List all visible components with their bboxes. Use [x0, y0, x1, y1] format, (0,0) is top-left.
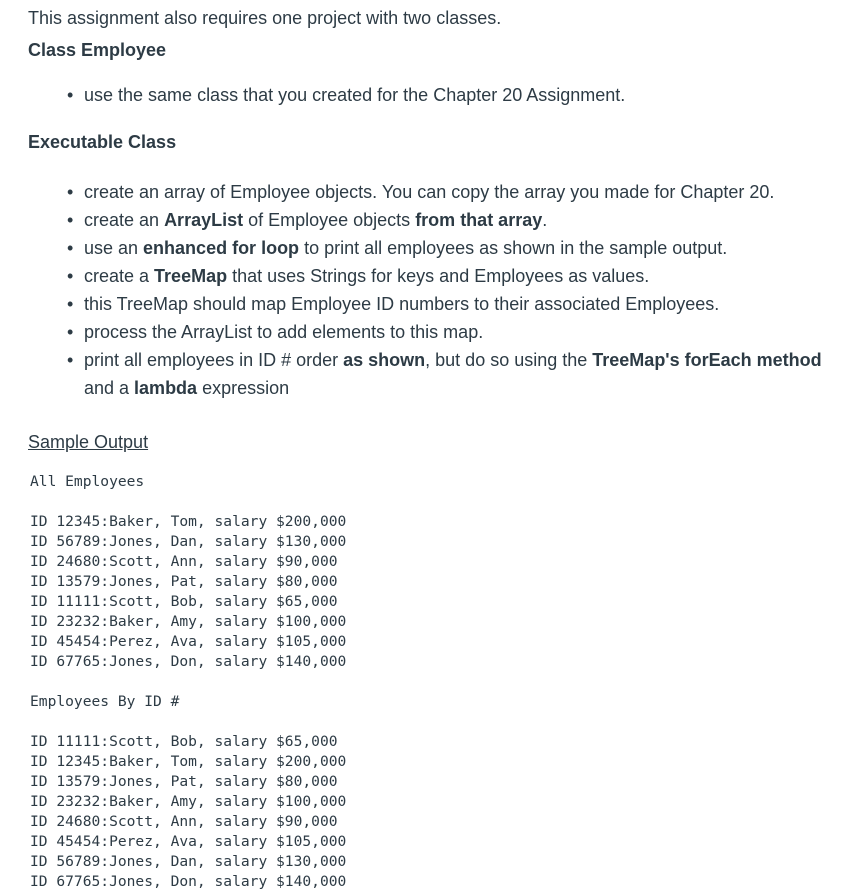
list-item	[67, 290, 856, 318]
bold-text: TreeMap's forEach method	[592, 350, 822, 370]
output-line: ID 45454:Perez, Ava, salary $105,000	[30, 833, 347, 850]
class-employee-heading: Class Employee	[28, 40, 167, 60]
bullet-icon: •	[67, 266, 74, 286]
output-line: ID 24680:Scott, Ann, salary $90,000	[30, 813, 338, 830]
output-line: ID 24680:Scott, Ann, salary $90,000	[30, 553, 338, 570]
all-employees-output	[30, 512, 856, 672]
list-item	[67, 262, 856, 290]
bold-text: ArrayList	[164, 210, 244, 230]
output-line: ID 23232:Baker, Amy, salary $100,000	[30, 613, 347, 630]
text: expression	[197, 378, 290, 398]
bullet-icon: •	[67, 322, 74, 342]
list-item	[67, 346, 856, 402]
text: .	[542, 210, 548, 230]
bold-text: enhanced for loop	[143, 238, 300, 258]
text: use an	[84, 238, 144, 258]
bullet-icon: •	[67, 350, 74, 370]
text: of Employee objects	[243, 210, 416, 230]
output-line: ID 23232:Baker, Amy, salary $100,000	[30, 793, 347, 810]
bullet-icon: •	[67, 210, 74, 230]
bold-text: TreeMap	[154, 266, 228, 286]
text: that uses Strings for keys and Employees as values.	[227, 266, 650, 286]
output-line: ID 12345:Baker, Tom, salary $200,000	[30, 513, 347, 530]
text: create an array of Employee objects. You can copy the array you made for Chapter 20.	[84, 182, 775, 202]
executable-class-heading: Executable Class	[28, 132, 177, 152]
intro-text: This assignment also requires one project with two classes.	[28, 8, 502, 28]
text: process the ArrayList to add elements to this map.	[84, 322, 484, 342]
executable-class-list	[28, 178, 856, 402]
text: to print all employees as shown in the sample output.	[299, 238, 728, 258]
employees-by-id-header: Employees By ID #	[30, 693, 180, 710]
list-item	[67, 81, 856, 109]
bullet-icon: •	[67, 238, 74, 258]
output-line: ID 56789:Jones, Dan, salary $130,000	[30, 853, 347, 870]
text: create an	[84, 210, 165, 230]
bullet-icon: •	[67, 85, 74, 105]
list-item	[67, 178, 856, 206]
text: use the same class that you created for the Chapter 20 Assignment.	[84, 85, 626, 105]
output-line: ID 11111:Scott, Bob, salary $65,000	[30, 593, 338, 610]
output-line: ID 11111:Scott, Bob, salary $65,000	[30, 733, 338, 750]
text: print all employees in ID # order	[84, 350, 344, 370]
list-item	[67, 234, 856, 262]
bold-text: from that array	[415, 210, 543, 230]
bold-text: lambda	[134, 378, 198, 398]
text: create a	[84, 266, 155, 286]
list-item	[67, 206, 856, 234]
text: and a	[84, 378, 135, 398]
output-line: ID 13579:Jones, Pat, salary $80,000	[30, 573, 338, 590]
output-line: ID 12345:Baker, Tom, salary $200,000	[30, 753, 347, 770]
output-line: ID 13579:Jones, Pat, salary $80,000	[30, 773, 338, 790]
output-line: ID 56789:Jones, Dan, salary $130,000	[30, 533, 347, 550]
sample-output-title: Sample Output	[28, 432, 149, 452]
output-line: ID 67765:Jones, Don, salary $140,000	[30, 873, 347, 890]
bullet-icon: •	[67, 182, 74, 202]
assignment-document	[28, 0, 856, 892]
output-line: ID 45454:Perez, Ava, salary $105,000	[30, 633, 347, 650]
output-line: ID 67765:Jones, Don, salary $140,000	[30, 653, 347, 670]
all-employees-header: All Employees	[30, 473, 145, 490]
class-employee-list	[28, 81, 856, 109]
text: this TreeMap should map Employee ID numbers to their associated Employees.	[84, 294, 720, 314]
text: , but do so using the	[425, 350, 593, 370]
employees-by-id-output	[30, 732, 856, 892]
bullet-icon: •	[67, 294, 74, 314]
bold-text: as shown	[343, 350, 426, 370]
list-item	[67, 318, 856, 346]
